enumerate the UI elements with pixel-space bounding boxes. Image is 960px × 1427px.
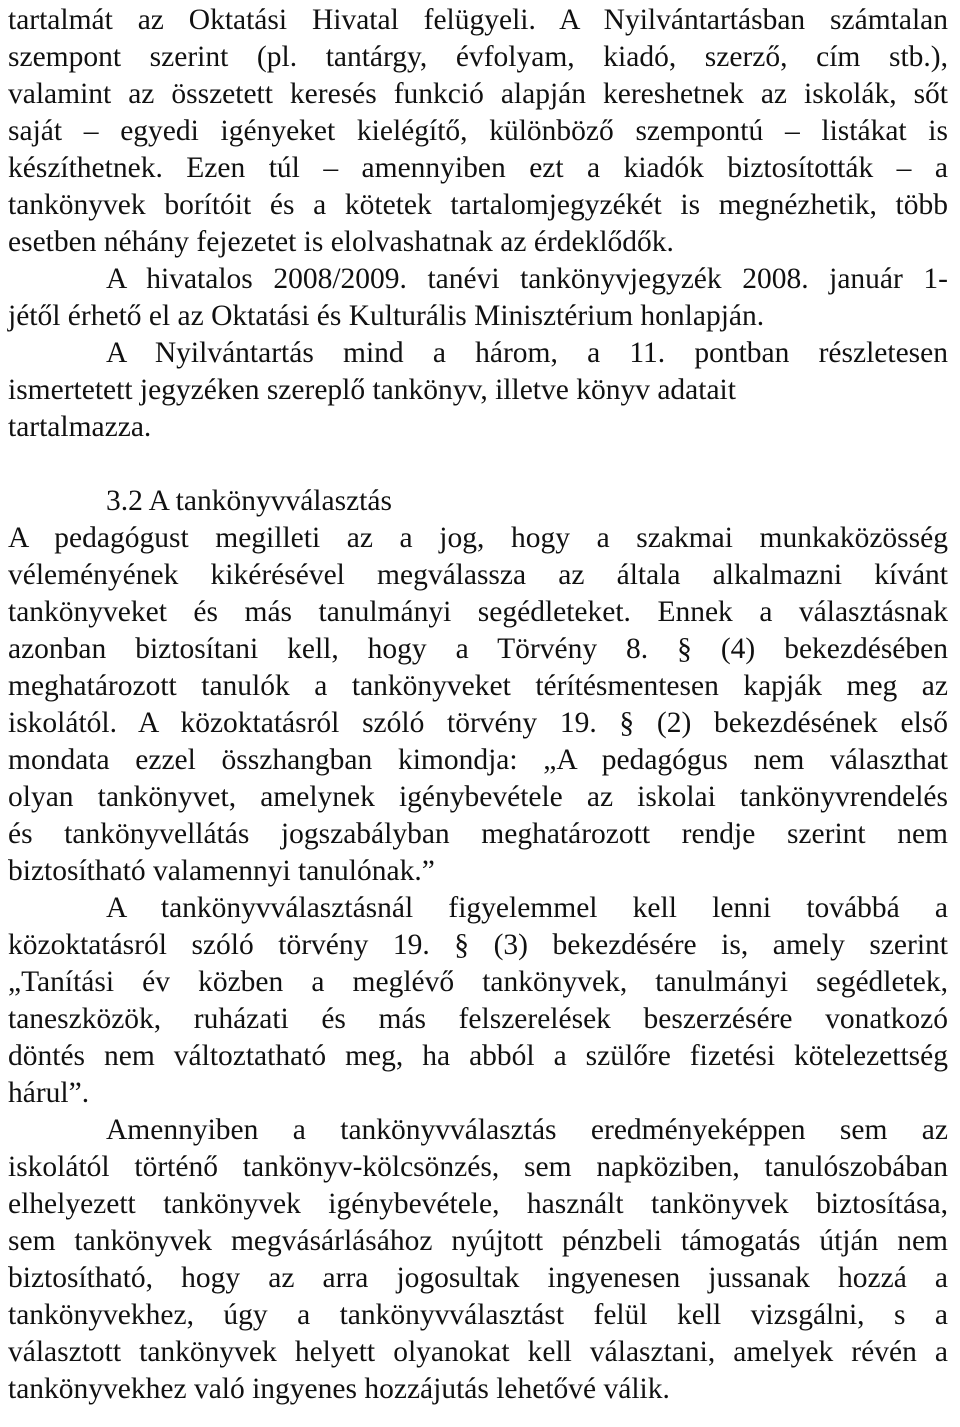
text-line: választott tankönyvek helyett olyanokat kell választani, amelyek révén a [8, 1336, 948, 1368]
section-heading: 3.2 A tankönyvválasztás [106, 485, 392, 517]
text-line: véleményének kikérésével megválassza az általa alkalmazni kívánt [8, 559, 948, 591]
text-line: mondata ezzel összhangban kimondja: „A pedagógus nem választhat [8, 744, 948, 776]
text-line: tankönyvekhez való ingyenes hozzájutás lehetővé válik. [8, 1373, 670, 1405]
text-line: taneszközök, ruházati és más felszerelések beszerzésére vonatkozó [8, 1003, 948, 1035]
text-line: esetben néhány fejezetet is elolvashatnak az érdeklődők. [8, 226, 674, 258]
text-line: és tankönyvellátás jogszabályban meghatározott rendje szerint nem [8, 818, 948, 850]
text-line: ismertetett jegyzéken szereplő tankönyv, illetve könyv adatait [8, 374, 736, 406]
text-line: azonban biztosítani kell, hogy a Törvény 8. § (4) bekezdésében [8, 633, 948, 665]
text-line: közoktatásról szóló törvény 19. § (3) bekezdésére is, amely szerint [8, 929, 948, 961]
text-line: saját – egyedi igényeket kielégítő, különböző szempontú – listákat is [8, 115, 948, 147]
text-line: jétől érhető el az Oktatási és Kulturális Minisztérium honlapján. [8, 300, 765, 332]
text-line: A Nyilvántartás mind a három, a 11. pontban részletesen [106, 337, 948, 369]
text-line: „Tanítási év közben a meglévő tankönyvek, tanulmányi segédletek, [8, 966, 948, 998]
text-line: iskolától történő tankönyv-kölcsönzés, sem napköziben, tanulószobában [8, 1151, 948, 1183]
text-line: A hivatalos 2008/2009. tanévi tankönyvjegyzék 2008. január 1- [106, 263, 948, 295]
text-line: tartalmazza. [8, 411, 152, 443]
text-line: Amennyiben a tankönyvválasztás eredményeképpen sem az [106, 1114, 948, 1146]
text-line: sem tankönyvek megvásárlásához nyújtott pénzbeli támogatás útján nem [8, 1225, 948, 1257]
text-line: A pedagógust megilleti az a jog, hogy a szakmai munkaközösség [8, 522, 948, 554]
text-line: elhelyezett tankönyvek igénybevétele, használt tankönyvek biztosítása, [8, 1188, 948, 1220]
text-line: döntés nem változtatható meg, ha abból a szülőre fizetési kötelezettség [8, 1040, 948, 1072]
text-line: olyan tankönyvet, amelynek igénybevétele az iskolai tankönyvrendelés [8, 781, 948, 813]
text-line: biztosítható valamennyi tanulónak.” [8, 855, 435, 887]
text-line: meghatározott tanulók a tankönyveket térítésmentesen kapják meg az [8, 670, 948, 702]
text-line: tankönyveket és más tanulmányi segédleteket. Ennek a választásnak [8, 596, 948, 628]
text-line: iskolától. A közoktatásról szóló törvény 19. § (2) bekezdésének első [8, 707, 948, 739]
text-line: A tankönyvválasztásnál figyelemmel kell lenni továbbá a [106, 892, 948, 924]
text-line: valamint az összetett keresés funkció alapján kereshetnek az iskolák, sőt [8, 78, 948, 110]
text-line: tankönyvekhez, úgy a tankönyvválasztást felül kell vizsgálni, s a [8, 1299, 948, 1331]
text-line: hárul”. [8, 1077, 90, 1109]
text-line: tankönyvek borítóit és a kötetek tartalomjegyzékét is megnézhetik, több [8, 189, 948, 221]
text-line: biztosítható, hogy az arra jogosultak ingyenesen jussanak hozzá a [8, 1262, 948, 1294]
text-line: készíthetnek. Ezen túl – amennyiben ezt a kiadók biztosították – a [8, 152, 948, 184]
text-line: tartalmát az Oktatási Hivatal felügyeli. A Nyilvántartásban számtalan [8, 4, 948, 36]
text-line: szempont szerint (pl. tantárgy, évfolyam, kiadó, szerző, cím stb.), [8, 41, 948, 73]
